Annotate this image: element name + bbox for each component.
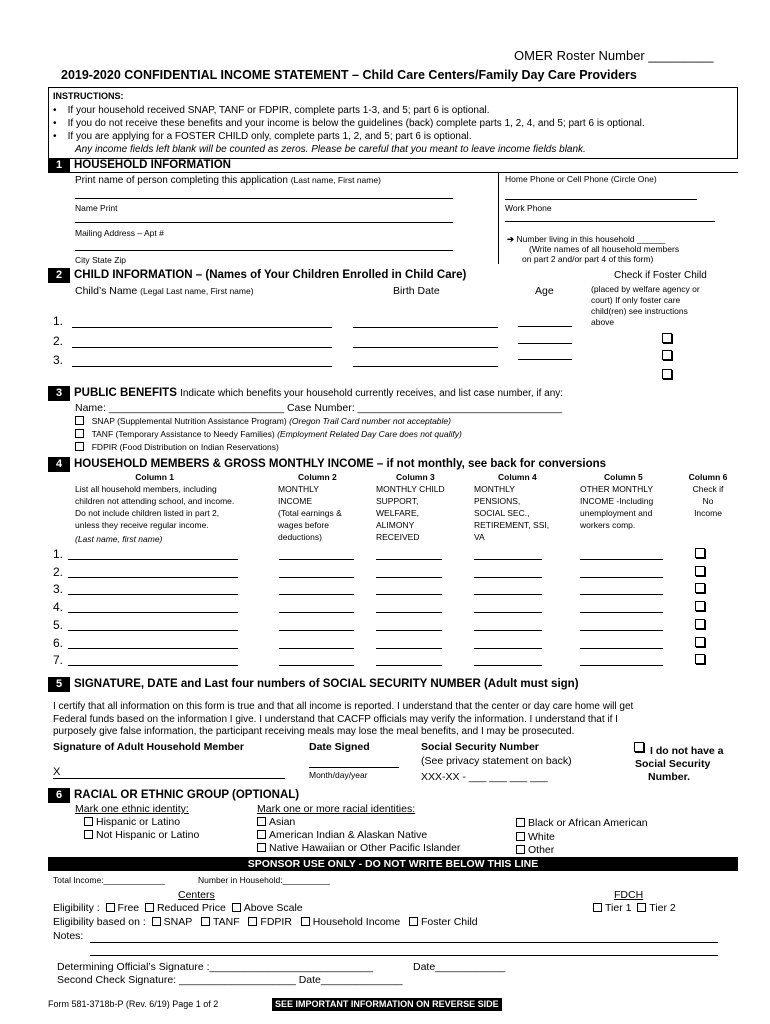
racial-option[interactable]: American Indian & Alaskan Native (257, 829, 460, 842)
section-number: 5 (48, 677, 70, 692)
total-income[interactable]: Total Income:_____________ (53, 875, 166, 885)
mailing-address-label: Mailing Address – Apt # (75, 228, 164, 238)
other-income-field[interactable] (580, 559, 663, 560)
section-title: CHILD INFORMATION – (Names of Your Children Enrolled in Child Care) (74, 269, 467, 281)
other-income-field[interactable] (580, 630, 663, 631)
monthly-income-field[interactable] (279, 630, 354, 631)
child-name-field[interactable] (72, 347, 332, 348)
benefit-name-case[interactable]: Name: ______________________________ Case Number: ___________________________________ (75, 402, 562, 414)
ethnic-heading: Mark one ethnic identity: (75, 803, 189, 815)
benefit-options (75, 415, 462, 454)
pension-field[interactable] (474, 577, 542, 578)
second-check-signature[interactable]: Second Check Signature: ____________________ Date______________ (57, 974, 403, 986)
income-row-num: 6. (53, 635, 64, 650)
birth-date-field[interactable] (353, 366, 498, 367)
based-tanf[interactable]: TANF (201, 916, 240, 928)
city-state-zip-label: City State Zip (75, 255, 127, 265)
print-name-field[interactable] (75, 198, 453, 199)
benefit-option-fdpir[interactable]: FDPIR (Food Distribution on Indian Reservations) (75, 441, 462, 454)
section-title: HOUSEHOLD MEMBERS & GROSS MONTHLY INCOME – if not monthly, see back for conversions (74, 458, 607, 470)
racial-options-right (516, 817, 648, 858)
form-id: Form 581-3718b-P (Rev. 6/19) Page 1 of 2 (48, 999, 219, 1009)
foster-checkbox[interactable] (662, 350, 672, 363)
eligibility-row: Eligibility : Free Reduced Price Above Scale (53, 902, 303, 914)
income-row-num: 5. (53, 617, 64, 632)
age-header: Age (535, 285, 554, 297)
instruction-note: Any income fields left blank will be counted as zeros. Please be careful that you meant to leave income fields blank. (75, 144, 586, 155)
section-title: HOUSEHOLD INFORMATION (74, 159, 231, 171)
member-name-field[interactable] (68, 665, 238, 666)
monthly-income-field[interactable] (279, 559, 354, 560)
notes-label: Notes: (53, 930, 84, 942)
centers-label: Centers (178, 889, 215, 901)
income-row-num: 2. (53, 564, 64, 579)
column-2-header: Column 2 MONTHLY INCOME (Total earnings & wages before deductions) (278, 472, 342, 542)
foster-title: Check if Foster Child (614, 270, 707, 281)
home-phone-label: Home Phone or Cell Phone (Circle One) (505, 174, 657, 184)
date-format-hint: Month/day/year (309, 770, 368, 780)
no-income-checkbox[interactable] (695, 619, 705, 632)
member-name-field[interactable] (68, 577, 238, 578)
reverse-side-notice: SEE IMPORTANT INFORMATION ON REVERSE SIDE (272, 998, 502, 1011)
household-number[interactable]: Number in Household:__________ (198, 875, 330, 885)
member-name-field[interactable] (68, 630, 238, 631)
elig-free[interactable]: Free (106, 902, 140, 914)
birth-date-header: Birth Date (393, 285, 440, 297)
section-4-header (48, 457, 738, 472)
racial-option[interactable]: Native Hawaiian or Other Pacific Islander (257, 842, 460, 855)
city-state-zip-field[interactable] (75, 250, 453, 251)
foster-note: (placed by welfare agency or court) If only foster care child(ren) see instructions above (591, 284, 700, 327)
instruction-item: • If your household received SNAP, TANF or FDPIR, complete parts 1-3, and 5; part 6 is optional. (53, 105, 490, 116)
tier-row (593, 902, 676, 914)
column-3-header: Column 3 MONTHLY CHILD SUPPORT, WELFARE, ALIMONY RECEIVED (376, 472, 445, 542)
pension-field[interactable] (474, 630, 542, 631)
racial-option[interactable]: Asian (257, 816, 460, 829)
no-income-checkbox[interactable] (695, 637, 705, 650)
determining-date[interactable]: Date____________ (413, 961, 506, 973)
roster-number[interactable]: OMER Roster Number _________ (514, 48, 714, 63)
instruction-item: • If you are applying for a FOSTER CHILD only, complete parts 1, 2, and 5; part 6 is optional. (53, 131, 472, 142)
age-field[interactable] (518, 359, 572, 360)
child-support-field[interactable] (376, 577, 442, 578)
column-1-header: Column 1 List all household members, including children not attending school, and income. Do not include children listed in part 2, unless they receive regular income. (Last name, first name) (75, 472, 235, 544)
monthly-income-field[interactable] (279, 594, 354, 595)
child-support-field[interactable] (376, 630, 442, 631)
section-5-header (48, 677, 738, 692)
ethnic-options (84, 816, 199, 842)
sponsor-banner: SPONSOR USE ONLY - DO NOT WRITE BELOW THIS LINE (48, 857, 738, 871)
age-field[interactable] (518, 326, 572, 327)
section-title: SIGNATURE, DATE and Last four numbers of SOCIAL SECURITY NUMBER (Adult must sign) (74, 678, 579, 690)
section-number: 4 (48, 457, 70, 472)
child-name-field[interactable] (72, 327, 332, 328)
foster-checkbox[interactable] (662, 369, 672, 382)
arrow-right-icon: ➔ (507, 234, 515, 244)
instruction-item: • If you do not receive these benefits and your income is below the guidelines (back) complete parts 1, 2, 4, and 5; part 6 is optional. (53, 118, 645, 129)
print-name-label: Print name of person completing this application (Last name, First name) (75, 175, 381, 186)
work-phone-field[interactable] (505, 221, 715, 222)
racial-option[interactable]: Black or African American (516, 817, 648, 831)
birth-date-field[interactable] (353, 347, 498, 348)
no-income-checkbox[interactable] (695, 566, 705, 579)
name-print-label: Name Print (75, 203, 118, 213)
section-title: RACIAL OR ETHNIC GROUP (OPTIONAL) (74, 789, 300, 801)
signature-field[interactable] (53, 778, 285, 779)
birth-date-field[interactable] (353, 327, 498, 328)
no-income-checkbox[interactable] (695, 601, 705, 614)
foster-checkbox[interactable] (662, 333, 672, 346)
elig-reduced[interactable]: Reduced Price (145, 902, 226, 914)
pension-field[interactable] (474, 612, 542, 613)
section-1-header (48, 158, 738, 173)
child-support-field[interactable] (376, 648, 442, 649)
pension-field[interactable] (474, 594, 542, 595)
tier-1[interactable]: Tier 1 (593, 902, 631, 914)
child-name-header: Child’s Name (Legal Last name, First name) (75, 285, 254, 297)
other-income-field[interactable] (580, 648, 663, 649)
income-row-num: 7. (53, 653, 64, 668)
ethnic-option[interactable]: Not Hispanic or Latino (84, 829, 199, 842)
racial-option[interactable]: White (516, 831, 648, 845)
based-household-income[interactable]: Household Income (301, 916, 401, 928)
based-on-row: Eligibility based on : SNAP TANF FDPIR Household Income Foster Child (53, 916, 478, 928)
section-3-header (48, 386, 738, 401)
no-ssn-checkbox[interactable] (634, 742, 644, 755)
income-row-num: 3. (53, 582, 64, 597)
section-number: 3 (48, 386, 70, 401)
child-support-field[interactable] (376, 665, 442, 666)
instructions-heading: INSTRUCTIONS: (53, 91, 124, 101)
other-income-field[interactable] (580, 612, 663, 613)
monthly-income-field[interactable] (279, 665, 354, 666)
section-1-divider (498, 172, 499, 264)
child-row-num: 2. (53, 334, 64, 348)
member-name-field[interactable] (68, 612, 238, 613)
signature-label: Signature of Adult Household Member (53, 741, 244, 753)
child-support-field[interactable] (376, 594, 442, 595)
child-name-field[interactable] (72, 366, 332, 367)
other-income-field[interactable] (580, 577, 663, 578)
member-name-field[interactable] (68, 559, 238, 560)
monthly-income-field[interactable] (279, 612, 354, 613)
determining-signature[interactable]: Determining Official’s Signature :____________________________ (57, 961, 374, 973)
home-phone-field[interactable] (505, 199, 697, 200)
pension-field[interactable] (474, 648, 542, 649)
page-title: 2019-2020 CONFIDENTIAL INCOME STATEMENT – Child Care Centers/Family Day Care Providers (61, 68, 637, 82)
monthly-income-field[interactable] (279, 648, 354, 649)
based-foster-child[interactable]: Foster Child (409, 916, 478, 928)
household-count[interactable]: ➔ Number living in this household ______ (Write names of all household members on part 2 and/or part 4 of this form) (507, 234, 680, 264)
ssn-field[interactable]: XXX-XX - ___ ___ ___ ___ (421, 771, 548, 783)
racial-heading: Mark one or more racial identities: (257, 803, 416, 815)
no-ssn-label: I do not have a Social Security Number. (635, 745, 724, 783)
income-row-num: 1. (53, 547, 64, 561)
based-snap[interactable]: SNAP (152, 916, 193, 928)
instructions-list (53, 104, 645, 156)
column-6-header: Column 6 Check if No Income (688, 472, 728, 518)
column-4-header: Column 4 MONTHLY PENSIONS, SOCIAL SEC., RETIREMENT, SSI, VA (474, 472, 550, 542)
section-6-header (48, 788, 738, 803)
no-income-checkbox[interactable] (695, 583, 705, 596)
monthly-income-field[interactable] (279, 577, 354, 578)
mailing-address-field[interactable] (75, 222, 453, 223)
certification-text: I certify that all information on this form is true and that all income is reported. I understand that the center or day care home will get Federal funds based on the information I give. I understand that CACFP officials may verify the information. I understand that if I purposely give false information, the participant receiving meals may lose the meal benefits, and I may be prosecuted. (53, 701, 634, 737)
date-signed-label: Date Signed (309, 741, 370, 753)
racial-option[interactable]: Other (516, 844, 648, 858)
ssn-label: Social Security Number (421, 741, 539, 753)
other-income-field[interactable] (580, 594, 663, 595)
section-number: 1 (48, 158, 70, 173)
signature-x: X (53, 766, 61, 778)
no-income-checkbox[interactable] (695, 654, 705, 667)
tier-2[interactable]: Tier 2 (637, 902, 675, 914)
age-field[interactable] (518, 343, 572, 344)
benefit-option-snap[interactable]: SNAP (Supplemental Nutrition Assistance Program) (Oregon Trail Card number not acceptable) (75, 415, 462, 428)
income-row-num: 4. (53, 600, 64, 615)
notes-field[interactable] (90, 955, 718, 956)
work-phone-label: Work Phone (505, 203, 552, 213)
ethnic-option[interactable]: Hispanic or Latino (84, 816, 199, 829)
child-row-num: 1. (53, 314, 64, 328)
date-signed-field[interactable] (309, 767, 399, 768)
fdch-label: FDCH (614, 889, 644, 901)
benefit-option-tanf[interactable]: TANF (Temporary Assistance to Needy Families) (Employment Related Day Care does not qualify) (75, 428, 462, 441)
section-number: 2 (48, 268, 70, 283)
pension-field[interactable] (474, 559, 542, 560)
privacy-note: (See privacy statement on back) (421, 755, 572, 767)
child-support-field[interactable] (376, 612, 442, 613)
racial-options-left (257, 816, 460, 855)
section-number: 6 (48, 788, 70, 803)
member-name-field[interactable] (68, 648, 238, 649)
section-title: PUBLIC BENEFITS Indicate which benefits your household currently receives, and list case number, if any: (74, 387, 564, 399)
child-row-num: 3. (53, 353, 64, 367)
column-5-header: Column 5 OTHER MONTHLY INCOME -Including unemployment and workers comp. (580, 472, 654, 530)
instructions-box (48, 87, 738, 159)
member-name-field[interactable] (68, 594, 238, 595)
notes-field[interactable] (90, 942, 718, 943)
elig-above[interactable]: Above Scale (232, 902, 303, 914)
pension-field[interactable] (474, 665, 542, 666)
other-income-field[interactable] (580, 665, 663, 666)
based-fdpir[interactable]: FDPIR (248, 916, 292, 928)
child-support-field[interactable] (376, 559, 442, 560)
no-income-checkbox[interactable] (695, 548, 705, 561)
